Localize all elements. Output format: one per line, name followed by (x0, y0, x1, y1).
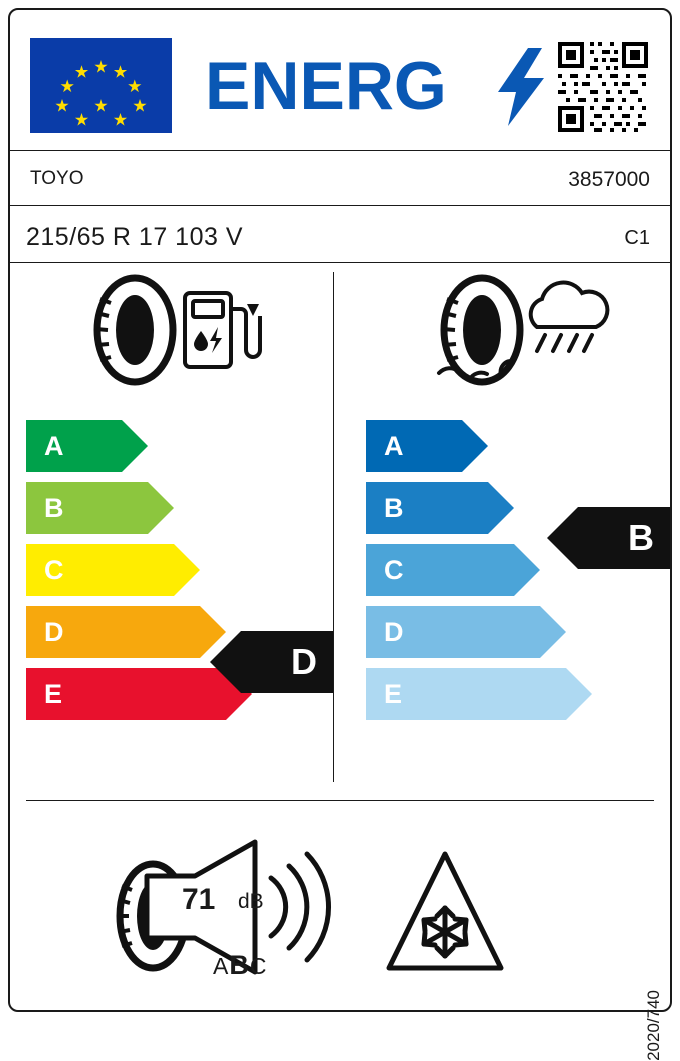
fuel-efficiency-result (241, 631, 333, 693)
qr-code-icon (556, 40, 650, 134)
arrow-tip (462, 420, 488, 472)
fuel-grade-b (26, 482, 148, 534)
lightning-bolt-icon (498, 48, 546, 126)
divider-size (10, 262, 670, 263)
wet-grip-result (578, 507, 670, 569)
wet-grade-c (366, 544, 514, 596)
wet-grade-b (366, 482, 488, 534)
divider-brand (10, 205, 670, 206)
tyre-class-code: C1 (624, 227, 650, 249)
wet-grade-a-letter: A (384, 430, 404, 461)
arrow-tip (122, 420, 148, 472)
fuel-grade-c (26, 544, 174, 596)
fuel-grade-a (26, 420, 122, 472)
fuel-grade-e-letter: E (44, 678, 63, 709)
wet-grade-c-letter: C (384, 554, 404, 585)
marker-tip (547, 507, 578, 569)
divider-noise (26, 800, 654, 801)
brand-name: TOYO (30, 168, 84, 189)
fuel-grade-d-letter: D (44, 616, 64, 647)
eu-flag-icon (30, 38, 172, 133)
tyre-rain-cloud-icon (425, 275, 610, 390)
noise-class-c: C (249, 953, 268, 979)
arrow-tip (488, 482, 514, 534)
divider-header (10, 150, 670, 151)
wet-grade-d (366, 606, 540, 658)
fuel-grade-c-letter: C (44, 554, 64, 585)
arrow-tip (540, 606, 566, 658)
wet-grade-e (366, 668, 566, 720)
wet-grade-e-letter: E (384, 678, 403, 709)
noise-class-scale (213, 950, 267, 981)
noise-unit: dB (238, 890, 264, 913)
arrow-tip (566, 668, 592, 720)
wet-grade-d-letter: D (384, 616, 404, 647)
model-code: 3857000 (568, 168, 650, 191)
fuel-efficiency-class: D (291, 641, 317, 682)
divider-vertical (333, 272, 334, 782)
arrow-tip (514, 544, 540, 596)
noise-class-current: B (229, 950, 250, 980)
wet-grip-class: B (628, 517, 654, 558)
tyre-fuel-pump-icon (85, 275, 265, 385)
fuel-grade-a-letter: A (44, 430, 64, 461)
arrow-tip (174, 544, 200, 596)
mountain-snowflake-icon (385, 850, 505, 975)
tyre-size: 215/65 R 17 103 V (26, 223, 243, 251)
arrow-tip (148, 482, 174, 534)
noise-class-a: A (213, 953, 230, 979)
noise-value: 71 (182, 883, 216, 916)
fuel-grade-d (26, 606, 200, 658)
wet-grade-a (366, 420, 462, 472)
fuel-grade-b-letter: B (44, 492, 64, 523)
label-date-code: 2020/740 (644, 990, 663, 1061)
energy-wordmark: ENERG (205, 48, 447, 124)
fuel-grade-e (26, 668, 226, 720)
wet-grade-b-letter: B (384, 492, 404, 523)
marker-tip (210, 631, 241, 693)
label-header (10, 10, 670, 150)
